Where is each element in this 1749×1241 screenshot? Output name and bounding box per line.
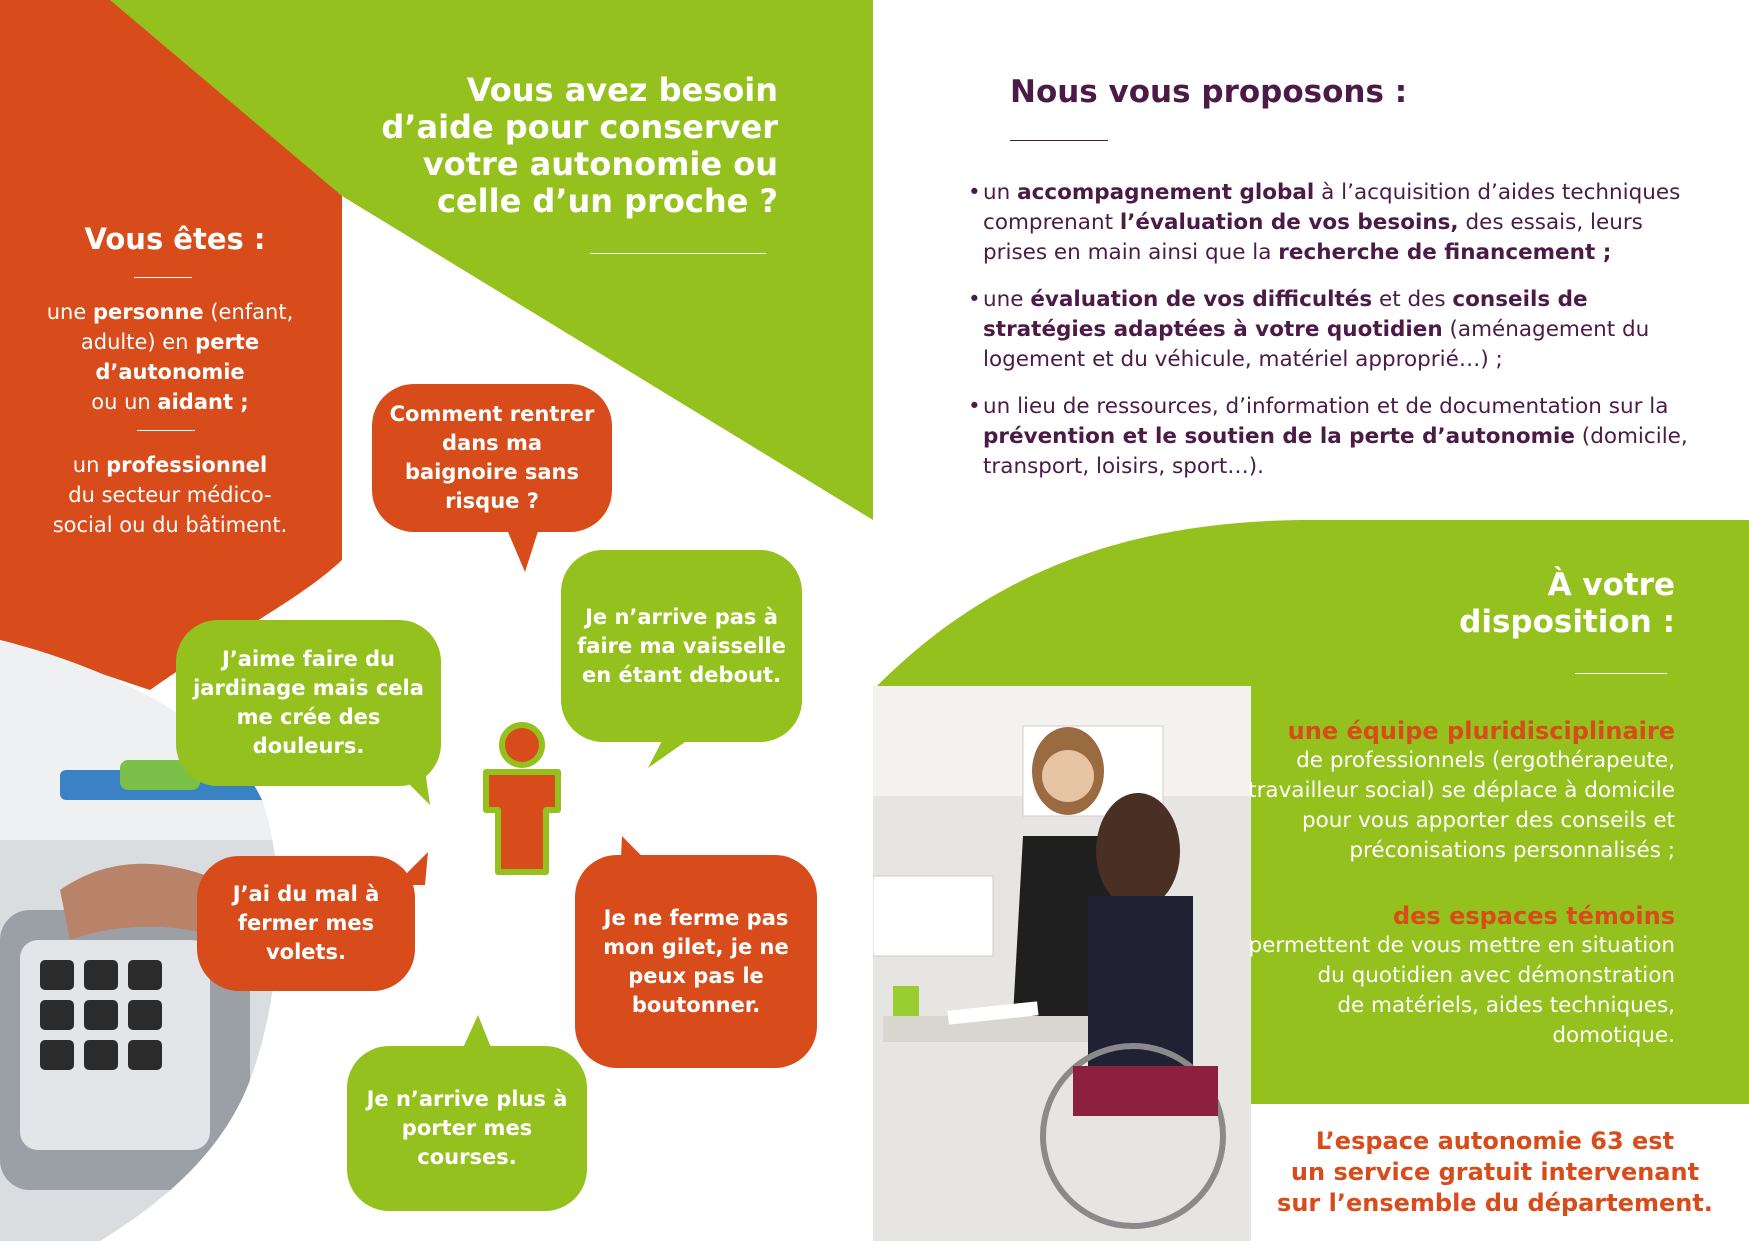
heading-line: Vous avez besoin	[466, 71, 778, 109]
bubble-volets	[197, 856, 415, 991]
person-icon	[486, 725, 558, 872]
heading-line: À votre	[1547, 567, 1675, 603]
text: du quotidien avec démonstration	[1317, 963, 1675, 988]
text-bold: accompagnement global	[1017, 180, 1315, 205]
bubble-text: Je ne ferme pas mon gilet, je ne peux pas le boutonner.	[603, 905, 789, 1017]
footer-note	[1250, 1126, 1740, 1219]
proposons-list	[968, 178, 1688, 499]
text: une	[983, 287, 1031, 312]
text: un	[72, 453, 107, 477]
text-bold: perte	[195, 330, 260, 354]
text-bold: prévention et le soutien de la perte d’autonomie	[983, 424, 1575, 449]
text: un	[983, 180, 1018, 205]
heading-line: d’aide pour conserver	[381, 108, 778, 146]
text: domotique.	[1552, 1023, 1675, 1048]
text: des essais, leurs prises en main ainsi que la	[983, 210, 1643, 265]
text: une	[46, 300, 93, 324]
text: (enfant,	[203, 300, 294, 324]
text-bold: recherche de financement ;	[1278, 240, 1612, 265]
text: L’espace autonomie 63 est	[1315, 1127, 1675, 1155]
text: sur l’ensemble du département.	[1277, 1189, 1713, 1217]
heading-line: celle d’un proche ?	[436, 182, 778, 220]
bubble-gilet	[575, 855, 817, 1068]
proposons-item-1	[968, 178, 1688, 268]
bubble-jardinage	[176, 620, 441, 786]
text: à l’acquisition d’aides techniques comprenant	[983, 180, 1681, 235]
disposition-block-equipe	[1180, 716, 1675, 866]
text: ou un	[91, 390, 158, 414]
tail-baignoire	[505, 525, 540, 572]
text: un service gratuit intervenant	[1290, 1158, 1700, 1186]
bubble-text: J’ai du mal à fermer mes volets.	[232, 882, 380, 964]
text: de professionnels (ergothérapeute,	[1296, 748, 1675, 773]
bubble-baignoire	[372, 384, 612, 532]
text-bold: personne	[92, 300, 204, 324]
tail-courses	[462, 1015, 492, 1050]
proposons-rule	[1010, 140, 1108, 141]
text-bold: évaluation de vos difficultés	[1030, 287, 1373, 312]
text-bold: l’évaluation de vos besoins,	[1119, 210, 1459, 235]
text: (domicile, transport, loisirs, sport…).	[983, 424, 1688, 479]
proposons-item-2	[968, 285, 1688, 375]
bullet: •	[968, 287, 981, 312]
text: travailleur social) se déplace à domicile	[1248, 778, 1675, 803]
text-bold: professionnel	[106, 453, 268, 477]
equipe-heading: une équipe pluridisciplinaire	[1287, 717, 1675, 745]
proposons-title: Nous vous proposons :	[1010, 74, 1408, 110]
text: social ou du bâtiment.	[52, 513, 288, 537]
heading-line: disposition :	[1459, 604, 1675, 640]
bubble-text: Je n’arrive plus à porter mes courses.	[366, 1087, 568, 1169]
text: un lieu de ressources, d’information et de documentation sur la	[983, 394, 1669, 419]
heading-line: votre autonomie ou	[422, 145, 778, 183]
bullet: •	[968, 180, 981, 205]
text: adulte) en	[80, 330, 196, 354]
bubble-text: Comment rentrer dans ma baignoire sans risque ?	[389, 402, 595, 513]
bullet: •	[968, 394, 981, 419]
text: (aménagement du logement et du véhicule, matériel approprié…) ;	[983, 317, 1650, 372]
text: permettent de vous mettre en situation	[1248, 933, 1675, 958]
text-bold: conseils de stratégies adaptées à votre quotidien	[983, 287, 1588, 342]
text-bold: ;	[232, 390, 249, 414]
bubble-text: J’aime faire du jardinage mais cela me crée des douleurs.	[193, 647, 424, 758]
bubble-text: Je n’arrive pas à faire ma vaisselle en étant debout.	[577, 604, 786, 687]
text: préconisations personnalisés ;	[1349, 838, 1675, 863]
disposition-block-espaces	[1180, 901, 1675, 1051]
proposons-item-3	[968, 392, 1688, 482]
text-bold: aidant	[157, 390, 233, 414]
text: et des	[1372, 287, 1453, 312]
text: du secteur médico-	[68, 483, 272, 507]
text: pour vous apporter des conseils et	[1301, 808, 1675, 833]
text: de matériels, aides techniques,	[1337, 993, 1675, 1018]
bubble-courses	[347, 1046, 587, 1211]
text-bold: d’autonomie	[95, 360, 245, 384]
espaces-heading: des espaces témoins	[1392, 902, 1675, 930]
disposition-title	[1380, 567, 1675, 641]
vous-etes-title: Vous êtes :	[84, 222, 266, 256]
disposition-rule	[1575, 673, 1667, 674]
bubble-vaisselle	[561, 550, 802, 742]
